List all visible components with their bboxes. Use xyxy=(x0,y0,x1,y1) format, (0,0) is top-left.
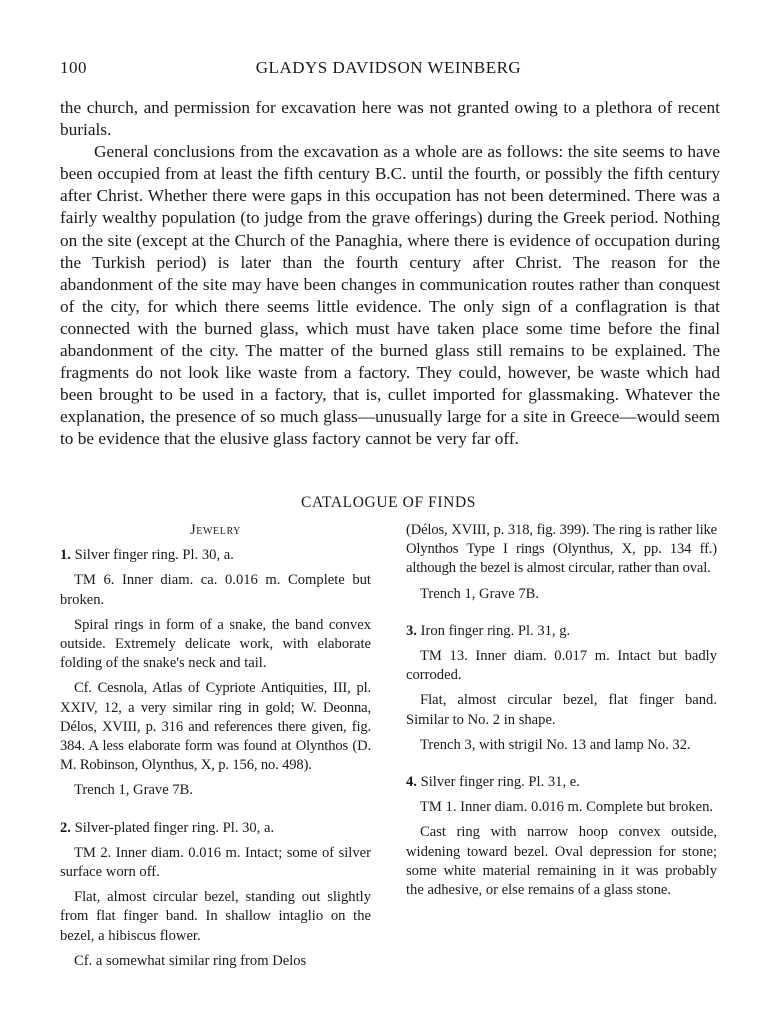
page-number: 100 xyxy=(60,58,87,77)
entry-title xyxy=(60,546,371,565)
entry-description: Spiral rings in form of a snake, the band convex outside. Extremely delicate work, with elaborate folding of the snake's neck and tail. xyxy=(60,616,371,672)
entry-title xyxy=(406,622,717,641)
entry-comparison-start: Cf. a somewhat similar ring from Delos xyxy=(74,952,307,969)
catalogue-entry-2-continued xyxy=(406,521,717,604)
entry-tm: TM 6. Inner diam. ca. 0.016 m. Complete but broken. xyxy=(60,572,371,608)
entry-title-text: Silver finger ring. Pl. 31, e. xyxy=(420,774,580,791)
entry-description: Flat, almost circular bezel, standing out slightly from flat finger band. In shallow intaglio on the bezel, a hibiscus flower. xyxy=(60,889,371,944)
entry-description: Flat, almost circular bezel, flat finger band. Similar to No. 2 in shape. xyxy=(406,692,717,728)
entry-tm: TM 1. Inner diam. 0.016 m. Complete but broken. xyxy=(420,799,714,816)
catalogue-entry-4 xyxy=(406,773,717,900)
entry-tm: TM 2. Inner diam. 0.016 m. Intact; some of silver surface worn off. xyxy=(60,844,371,881)
catalogue-entry-2 xyxy=(60,819,371,971)
running-title: GLADYS DAVIDSON WEINBERG xyxy=(255,58,522,77)
entry-number: 4. xyxy=(406,774,417,791)
catalogue-heading: CATALOGUE OF FINDS xyxy=(301,494,476,511)
entry-title xyxy=(406,773,717,792)
entry-comparison-continued: (Délos, XVIII, p. 318, fig. 399). The ring is rather like Olynthos Type I rings (Olynthus, X, pp. 134 ff.) although the bezel is almost circular, rather than oval. xyxy=(406,522,717,577)
entry-description: Cast ring with narrow hoop convex outside, widening toward bezel. Oval depression for stone; some white material remaining in it was probably the adhesive, or else remains of a glass stone. xyxy=(406,824,717,899)
jewelry-subheading: Jewelry xyxy=(190,522,241,538)
entry-number: 2. xyxy=(60,819,71,836)
entry-title xyxy=(60,819,371,838)
entry-title-text: Iron finger ring. Pl. 31, g. xyxy=(420,622,571,639)
entry-number: 3. xyxy=(406,622,417,639)
entry-findspot: Trench 1, Grave 7B. xyxy=(74,782,194,799)
catalogue-entry-1 xyxy=(60,546,371,800)
intro-paragraph-1: the church, and permission for excavation here was not granted owing to a plethora of recent burials. xyxy=(60,98,720,140)
entry-tm: TM 13. Inner diam. 0.017 m. Intact but badly corroded. xyxy=(406,648,717,684)
catalogue-entry-3 xyxy=(406,622,717,755)
intro-paragraph-2: General conclusions from the excavation as a whole are as follows: the site seems to have been occupied from at least the fifth century B.C. until the fourth, or possibly the fifth century after Christ. Whether there were gaps in this occupation has not been determined. There was a fairly wealthy population (to judge from the grave offerings) during the Greek period. Nothing on the site (except at the Church of the Panaghia, where there is evidence of occupation during the Turkish period) is later than the fourth century after Christ. The reason for the abandonment of the site may have been changes in communication routes rather than conquest of the city, for which there seems little evidence. The only sign of a conflagration is that connected with the burned glass, which must have taken place some time before the final abandonment of the city. The matter of the burned glass still remains to be explained. The fragments do not look like waste from a factory. They could, however, be waste which had been brought to be used in a factory, that is, cullet imported for glassmaking. Whatever the explanation, the presence of so much glass—unusually large for a site in Greece—would seem to be evidence that the elusive glass factory cannot be very far off. xyxy=(60,142,720,449)
entry-comparison: Cf. Cesnola, Atlas of Cypriote Antiquities, III, pl. XXIV, 12, a very similar ring in gold; W. Deonna, Délos, XVIII, p. 316 and references there given, fig. 384. A less elaborate form was found at Olynthos (D. M. Robinson, Olynthus, X, p. 156, no. 498). xyxy=(60,680,371,774)
entry-title-text: Silver-plated finger ring. Pl. 30, a. xyxy=(74,819,275,836)
left-column xyxy=(60,521,371,977)
intro-text xyxy=(60,97,720,451)
entry-findspot: Trench 3, with strigil No. 13 and lamp No. 32. xyxy=(420,736,691,753)
entry-number: 1. xyxy=(60,547,71,564)
entry-findspot: Trench 1, Grave 7B. xyxy=(420,585,540,602)
right-column xyxy=(406,521,717,906)
entry-title-text: Silver finger ring. Pl. 30, a. xyxy=(74,547,234,564)
running-head xyxy=(60,58,717,84)
